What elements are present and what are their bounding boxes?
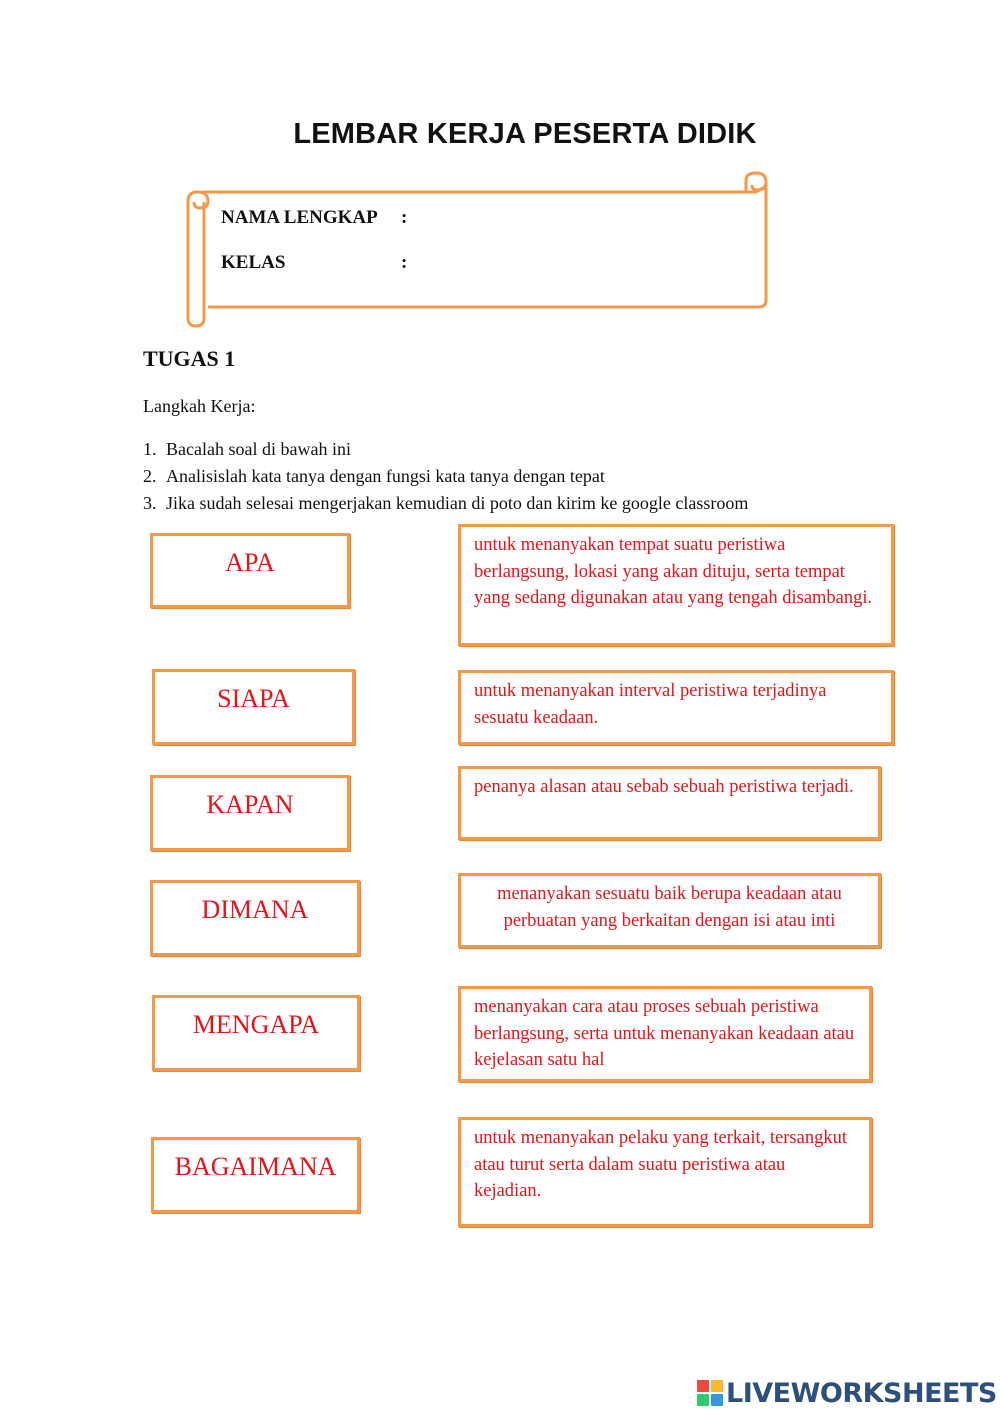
name-colon: : [401,207,408,228]
name-label: NAMA LENGKAP [221,207,378,228]
word-box-mengapa[interactable]: MENGAPA [152,995,360,1071]
student-info-scroll [180,168,780,338]
liveworksheets-logo[interactable] [697,1376,997,1410]
word-box-dimana[interactable]: DIMANA [150,880,360,956]
steps-list [143,436,748,517]
word-box-kapan[interactable]: KAPAN [150,775,350,851]
definition-box-2[interactable]: untuk menanyakan interval peristiwa terjadinya sesuatu keadaan. [458,670,894,745]
liveworksheets-logo-icon [697,1380,723,1406]
class-colon: : [401,252,408,273]
page-title: LEMBAR KERJA PESERTA DIDIK [293,118,757,150]
list-item: 2. Analisislah kata tanya dengan fungsi kata tanya dengan tepat [143,466,605,486]
definition-box-5[interactable]: menanyakan cara atau proses sebuah peristiwa berlangsung, serta untuk menanyakan keadaan atau kejelasan satu hal [458,986,872,1082]
task-heading: TUGAS 1 [143,346,236,371]
definition-box-3[interactable]: penanya alasan atau sebab sebuah peristiwa terjadi. [458,766,881,840]
class-label: KELAS [221,252,286,273]
definition-box-6[interactable]: untuk menanyakan pelaku yang terkait, tersangkut atau turut serta dalam suatu peristiwa atau kejadian. [458,1117,872,1227]
list-item: 3. Jika sudah selesai mengerjakan kemudian di poto dan kirim ke google classroom [143,493,749,513]
definition-box-4[interactable]: menanyakan sesuatu baik berupa keadaan atau perbuatan yang berkaitan dengan isi atau inti [458,873,881,948]
list-item: 1. Bacalah soal di bawah ini [143,439,351,459]
word-box-apa[interactable]: APA [150,533,350,608]
word-box-siapa[interactable]: SIAPA [152,669,355,745]
definition-box-1[interactable]: untuk menanyakan tempat suatu peristiwa berlangsung, lokasi yang akan dituju, serta tempat yang sedang digunakan atau yang tengah disambangi. [458,524,894,646]
steps-label: Langkah Kerja: [143,396,256,416]
liveworksheets-logo-text: LIVEWORKSHEETS [726,1377,997,1409]
word-box-bagaimana[interactable]: BAGAIMANA [151,1137,360,1213]
